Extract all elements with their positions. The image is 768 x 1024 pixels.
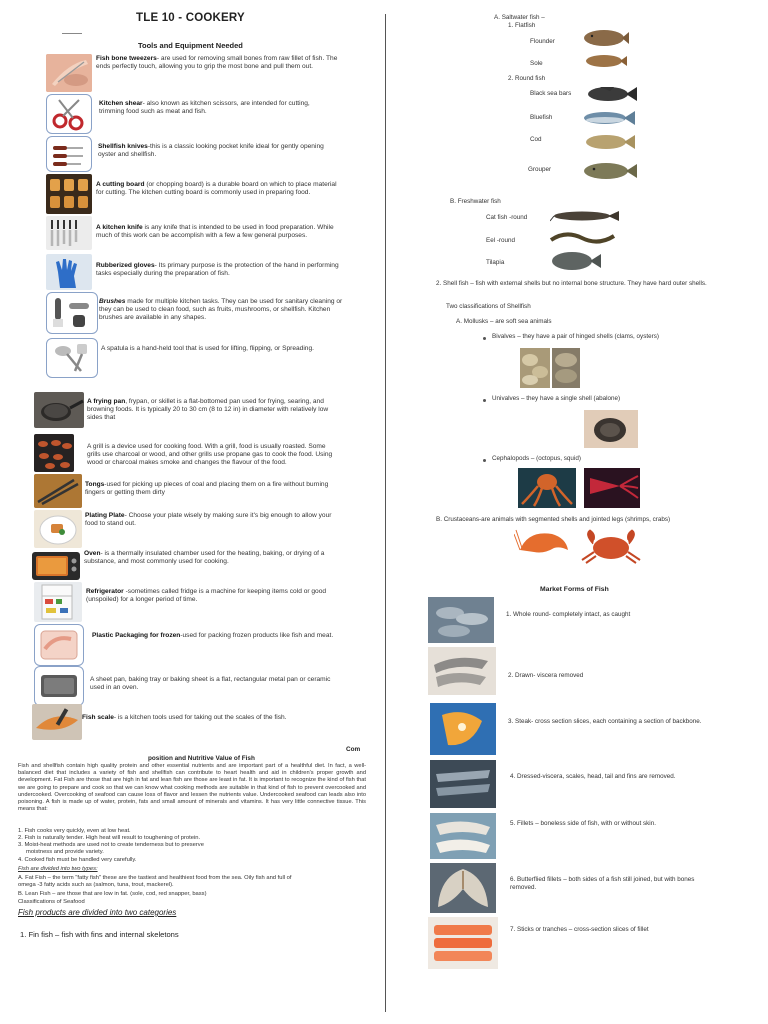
composition-point-3: 3. Moist-heat methods are used not to create tenderness but to preserve [18,842,204,848]
fish-bone-tweezers-image [46,54,92,92]
tool-plastic-packaging: Plastic Packaging for frozen-used for packing frozen products like fish and meat. [92,632,334,639]
bivalves-line: Bivalves – they have a pair of hinged shells (clams, oysters) [492,333,659,340]
tool-sheet-pan: A sheet pan, baking tray or baking sheet is a flat, rectangular metal pan or ceramic used in an oven. [90,676,331,691]
dressed-image [430,760,496,808]
tool-frying-pan: A frying pan, frypan, or skillet is a flat-bottomed pan used for frying, searing, and browning foods. It is typically 20 to 30 cm (8 to 12 in) in diameter with relatively low sides that [87,398,329,421]
composition-point-4: 4. Cooked fish must be handled very carefully. [18,857,137,863]
flatfish-heading: 1. Flatfish [508,22,536,29]
squid-image [584,468,640,508]
shellfish-knives-image [46,136,92,172]
tool-fish-scale: Fish scale- is a kitchen tools used for taking out the scales of the fish. [82,714,287,721]
tool-refrigerator: Refrigerator -sometimes called fridge is a machine for keeping items cold or good (unspoiled) for a longer period of time. [86,588,327,603]
crab-image [578,526,644,564]
tool-shellfish-knives: Shellfish knives-this is a classic looking pocket knife ideal for gently opening oyster and shellfish. [98,143,324,158]
drawn-image [428,647,496,695]
market-form-1: 1. Whole round- completely intact, as caught [506,611,631,618]
sheet-pan-image [34,666,84,706]
bullet-dot [483,337,486,340]
tool-cutting-board: A cutting board (or chopping board) is a durable board on which to place material for cutting. The kitchen cutting board is commonly used in preparing food. [96,181,337,196]
composition-point-2: 2. Fish is naturally tender. High heat will result to toughening of protein. [18,835,201,841]
freshwater-catfish: Cat fish -round [486,214,528,221]
cutting-board-image [46,174,92,214]
tool-fish-bone-tweezers: Fish bone tweezers- are used for removing small bones from raw fillet of fish. The ends perfectly touch, allowing you to grip the most bone and pull them out. [96,55,338,70]
tool-rubberized-gloves: Rubberized gloves- Its primary purpose is the protection of the hand in performing tasks especially during the preparation of fish. [96,262,339,277]
fat-fish-line-2: omega -3 fatty acids such as (salmon, tuna, trout, mackerel). [18,882,174,888]
sole-image [584,52,628,70]
spatula-image [46,338,98,378]
clams-image [520,348,550,388]
frying-pan-image [34,392,84,428]
eel-image [548,228,618,248]
tool-kitchen-shear: Kitchen shear- also known as kitchen scissors, are intended for cutting, trimming food such as meat and fish. [99,100,310,115]
black-sea-bass-image [584,84,638,104]
oven-image [30,549,82,583]
roundfish-bluefish: Bluefish [530,114,553,121]
refrigerator-image [34,582,82,622]
market-form-4: 4. Dressed-viscera, scales, head, tail and fins are removed. [510,773,676,780]
column-divider [385,14,386,1012]
fat-fish-line: A. Fat Fish – the term "fatty fish" these are the tastiest and healthiest food from the sea. Oily fish and full of [18,875,292,881]
composition-heading-part2: position and Nutritive Value of Fish [148,755,255,762]
plating-plate-image [34,510,82,548]
shellfish-definition: 2. Shell fish – fish with external shells but no internal bone structure. They have hard outer shells. [436,280,707,287]
univalves-line: Univalves – they have a single shell (abalone) [492,395,621,402]
market-form-3: 3. Steak- cross section slices, each containing a section of backbone. [508,718,702,725]
flatfish-flounder: Flounder [530,38,555,45]
market-form-2: 2. Drawn- viscera removed [508,672,584,679]
flatfish-sole: Sole [530,60,543,67]
bluefish-image [580,108,636,128]
tool-kitchen-knife: A kitchen knife is any knife that is intended to be used in food preparation. While much of this work can be accomplish with a few a few general purposes. [96,224,334,239]
steak-image [430,703,496,755]
title-dash [62,33,82,34]
whole-round-image [428,597,494,643]
tool-oven: Oven- is a thermally insulated chamber used for the heating, baking, or drying of a substance, and most commonly used for cooking. [84,550,325,565]
mollusks-heading: A. Mollusks – are soft sea animals [456,318,552,325]
plastic-packaging-image [34,624,84,666]
market-form-7: 7. Sticks or tranches – cross-section slices of fillet [510,926,649,933]
bullet-dot [483,399,486,402]
page-title: TLE 10 - COOKERY [136,12,245,24]
fish-categories-heading: Fish products are divided into two categories [18,908,177,917]
kitchen-shear-image [46,94,92,134]
abalone-image [584,410,638,448]
tool-tongs: Tongs-used for picking up pieces of coal and placing them on a fire without burning fingers or getting them dirty [85,481,329,496]
grill-image [34,434,74,472]
cod-image [582,132,636,152]
market-form-6: 6. Butterflied fillets – both sides of a fish still joined, but with bones removed. [510,876,695,891]
freshwater-tilapia: Tilapia [486,259,505,266]
roundfish-heading: 2. Round fish [508,75,546,82]
rubberized-gloves-image [46,254,92,290]
shrimp-image [514,526,576,562]
classifications-line: Classifications of Seafood [18,899,85,905]
saltwater-heading: A. Saltwater fish – [494,14,545,21]
tools-heading: Tools and Equipment Needed [138,41,243,50]
tilapia-image [548,250,602,272]
cephalopods-line: Cephalopods – (octopus, squid) [492,455,581,462]
composition-point-3b: moistness and provide variety. [26,849,104,855]
market-forms-heading: Market Forms of Fish [540,586,609,593]
freshwater-heading: B. Freshwater fish [450,198,501,205]
market-form-5: 5. Fillets – boneless side of fish, with or without skin. [510,820,656,827]
tool-spatula: A spatula is a hand-held tool that is used for lifting, flipping, or Spreading. [101,345,314,352]
fish-scale-image [32,704,82,740]
butterflied-fillets-image [430,863,496,913]
roundfish-black-sea-bass: Black sea bars [530,90,572,97]
oysters-image [552,348,580,388]
tool-brushes: Brushes made for multiple kitchen tasks. They can be used for sanitary cleaning or they can be used to clean food, such as fruits, mushrooms, or shellfish. Kitchen brushes are available in any shapes. [99,298,343,321]
roundfish-grouper: Grouper [528,166,552,173]
tongs-image [34,474,82,508]
bullet-dot [483,459,486,462]
kitchen-knife-image [46,216,92,250]
freshwater-eel: Eel -round [486,237,516,244]
catfish-image [550,208,620,224]
fish-types-heading: Fish are divided into two types: [18,866,98,872]
tool-plating-plate: Plating Plate- Choose your plate wisely by making sure it's big enough to allow your food to stand out. [85,512,332,527]
shellfish-classifications: Two classifications of Shellfish [446,303,531,310]
fin-fish-line: 1. Fin fish – fish with fins and internal skeletons [20,930,179,939]
fillets-image [430,813,496,859]
composition-body: Fish and shellfish contain high quality protein and other essential nutrients and are important part of a healthful diet. In fact, a well-balanced diet that includes a variety of fish and shellfish can contribute to heart health and aid in children's proper growth and development. Fat Fish are those that are high in fat and lean fish are those are least in fat. It is important to recognize the kind of fish that we are going to prepare and cook so that we can know what cooking methods are suitable in that kind of fish to prevent overcooked and undercooked. Overcooking of seafood can cause loss of flavor and lessen the nutrients value. Undercooked seafood can leads also into poisoning. A fish is made up of water, protein, fats and small amount of minerals and vitamins. It has very little connective tissue. This means that: [18,763,366,813]
crustaceans-line: B. Crustaceans-are animals with segmented shells and jointed legs (shrimps, crabs) [436,516,671,523]
sticks-image [428,917,498,969]
flounder-image [582,28,630,48]
composition-point-1: 1. Fish cooks very quickly, even at low heat. [18,828,131,834]
composition-heading-part1: Com [346,746,361,753]
lean-fish-line: B. Lean Fish – are those that are low in fat. (sole, cod, red snapper, bass) [18,891,207,897]
roundfish-cod: Cod [530,136,542,143]
grouper-image [580,160,638,182]
brushes-image [46,292,98,334]
octopus-image [518,468,576,508]
tool-grill: A grill is a device used for cooking food. With a grill, food is usually roasted. Some grills use charcoal or wood, and other grills use propane gas to cook the food. Using wood or charcoal makes smoke and changes the flavour of the food. [87,443,333,466]
